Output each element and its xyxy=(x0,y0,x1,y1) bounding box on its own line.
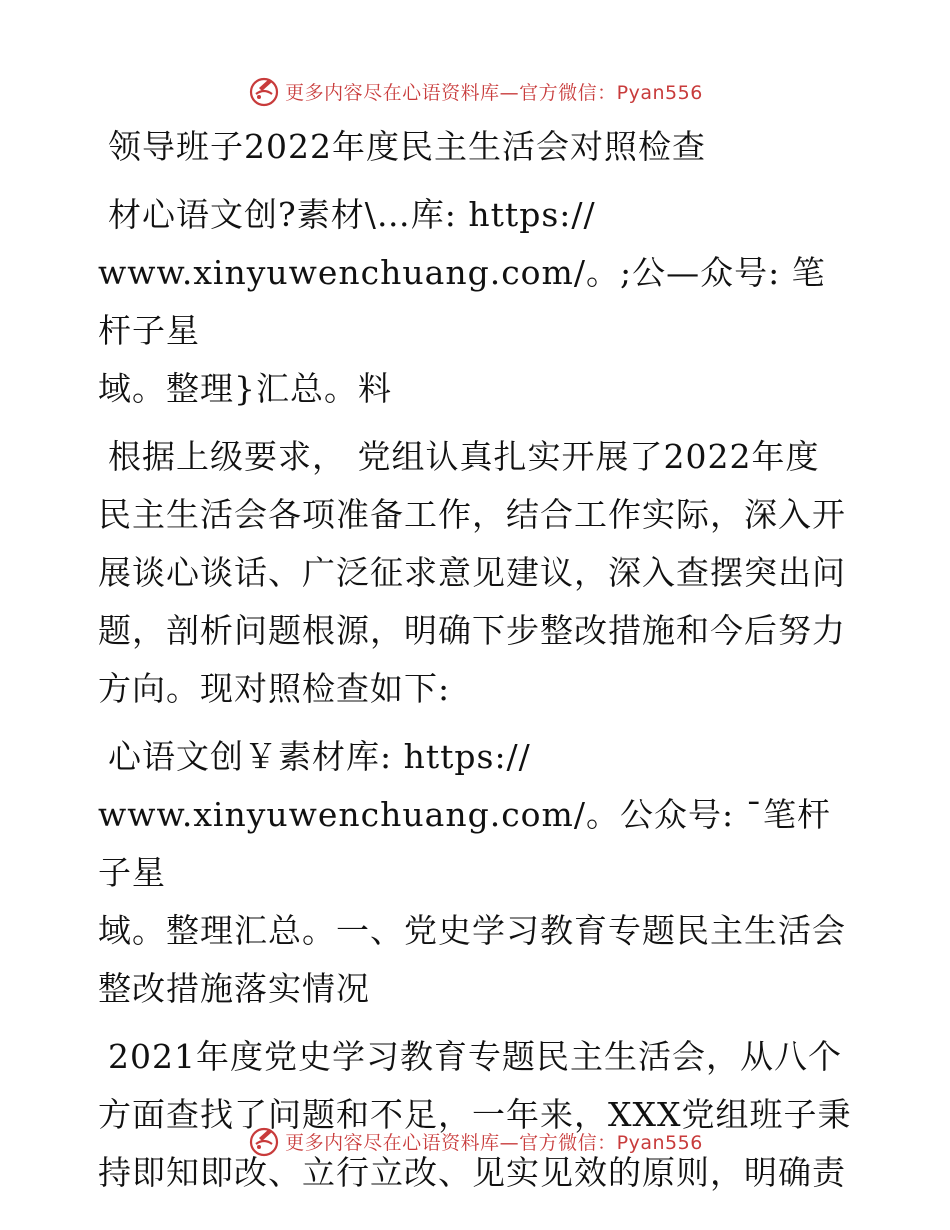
intro-paragraph-line: 展谈心谈话、广泛征求意见建议，深入查摆突出问 xyxy=(98,553,846,592)
banner-text: 更多内容尽在心语资料库—官方微信：Pyan556 xyxy=(285,81,703,104)
footer-banner xyxy=(0,1121,950,1161)
intro-paragraph-line: 民主生活会各项准备工作，结合工作实际，深入开 xyxy=(98,495,846,534)
book-pen-logo-icon xyxy=(247,1124,281,1158)
intro-paragraph-line: 根据上级要求， 党组认真扎实开展了2022年度 xyxy=(108,437,820,476)
intro-paragraph-line: 方向。现对照检查如下: xyxy=(98,669,451,708)
watermark-line: www.xinyuwenchuang.com/。公众号: ¯笔杆子星 xyxy=(98,795,832,892)
document-body xyxy=(98,118,858,1202)
body-paragraph-line: 持即知即改、立行立改、见实见效的原则，明确责 xyxy=(98,1153,846,1192)
body-paragraph-line: 方面查找了问题和不足，一年来，XXX党组班子秉 xyxy=(98,1095,852,1134)
document-title: 领导班子2022年度民主生活会对照检查 xyxy=(108,127,706,166)
watermark-line: 域。整理}汇总。料 xyxy=(98,369,392,408)
watermark-line: www.xinyuwenchuang.com/。;公—众号: 笔杆子星 xyxy=(98,253,826,350)
section-heading-line: 整改措施落实情况 xyxy=(98,969,370,1008)
intro-paragraph-line: 题，剖析问题根源，明确下步整改措施和今后努力 xyxy=(98,611,846,650)
body-paragraph-line: 2021年度党史学习教育专题民主生活会，从八个 xyxy=(108,1037,842,1076)
watermark-line: 材心语文创?素材\…库: https:// xyxy=(108,195,596,234)
banner-text: 更多内容尽在心语资料库—官方微信：Pyan556 xyxy=(285,1131,703,1154)
section-heading-line: 域。整理汇总。一、党史学习教育专题民主生活会 xyxy=(98,911,846,950)
watermark-line: 心语文创￥素材库: https:// xyxy=(108,737,531,776)
book-pen-logo-icon xyxy=(247,74,281,108)
header-banner xyxy=(0,71,950,111)
